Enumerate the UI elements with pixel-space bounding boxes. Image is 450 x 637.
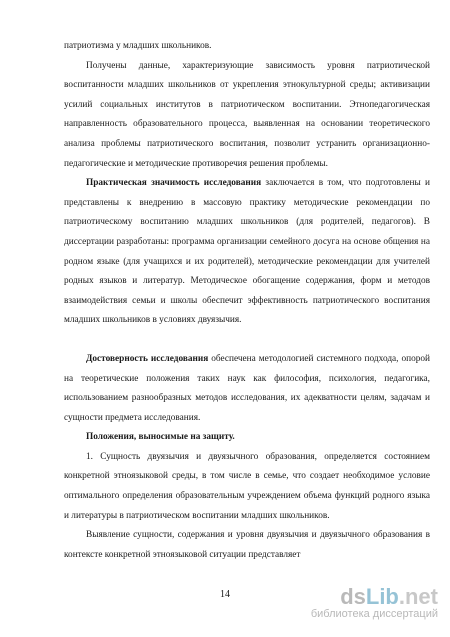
practical-text: заключается в том, что подготовлены и представлены к внедрению в массовую практику методические рекомендации по патриотическому воспитанию младших школьников (для родителей, педагогов). В диссертации разработаны: программа организации семейного досуга на основе общения на родном языке (для учащихся и их родителей), методические рекомендации для учителей родных языков и литератур. Методическое обогащение содержания, форм и методов взаимодействия семьи и школы обеспечит эффективность патриотического воспитания младших школьников в условиях двуязычия. bbox=[64, 178, 430, 326]
watermark-logo-ds: ds bbox=[340, 584, 366, 609]
reliability-text: обеспечена методологией системного подхода, опорой на теоретические положения таких наук как философия, психология, педагогика, использованием разнообразных методов исследования, их адекватности целям, задачам и сущности предмета исследования. bbox=[64, 353, 431, 423]
watermark-logo bbox=[311, 586, 438, 608]
paragraph-practical bbox=[64, 174, 430, 331]
watermark-subtitle: библиотека диссертаций bbox=[310, 608, 438, 620]
paragraph-reliability bbox=[64, 350, 430, 428]
theses-heading: Положения, выносимые на защиту. bbox=[86, 432, 235, 443]
reliability-heading: Достоверность исследования bbox=[86, 353, 209, 364]
paragraph-continuation: патриотизма у младших школьников. bbox=[64, 41, 212, 51]
watermark-logo-net: .net bbox=[398, 584, 438, 609]
paragraph-findings: Получены данные, характеризующие зависимость уровня патриотической воспитанности младших школьников от укрепления этнокультурной среды; активизации усилий социальных институтов в патриотическом воспитании. Этнопедагогическая направленность образовательного процесса, выявленная на основании теоретического анализа проблемы патриотического воспитания, позволит устранить организационно-педагогические и методические противоречия решения проблемы. bbox=[64, 60, 430, 169]
practical-heading: Практическая значимость исследования bbox=[86, 178, 262, 189]
watermark-logo-lib: Lib bbox=[365, 584, 399, 609]
watermark bbox=[311, 586, 438, 620]
body-text bbox=[64, 37, 430, 565]
thesis-1: 1. Сущность двуязычия и двуязычного образования, определяется состоянием конкретной этноязыковой среды, в том числе в семье, что создает необходимое условие оптимального определения образовательным учреждением объема функций родного языка и литературы в патриотическом воспитании младших школьников. bbox=[64, 451, 430, 521]
page-number: 14 bbox=[220, 589, 230, 600]
spacer bbox=[64, 331, 430, 350]
paragraph-last: Выявление сущности, содержания и уровня двуязычия и двуязычного образования в контексте конкретной этноязыковой ситуации представляет bbox=[64, 530, 430, 560]
